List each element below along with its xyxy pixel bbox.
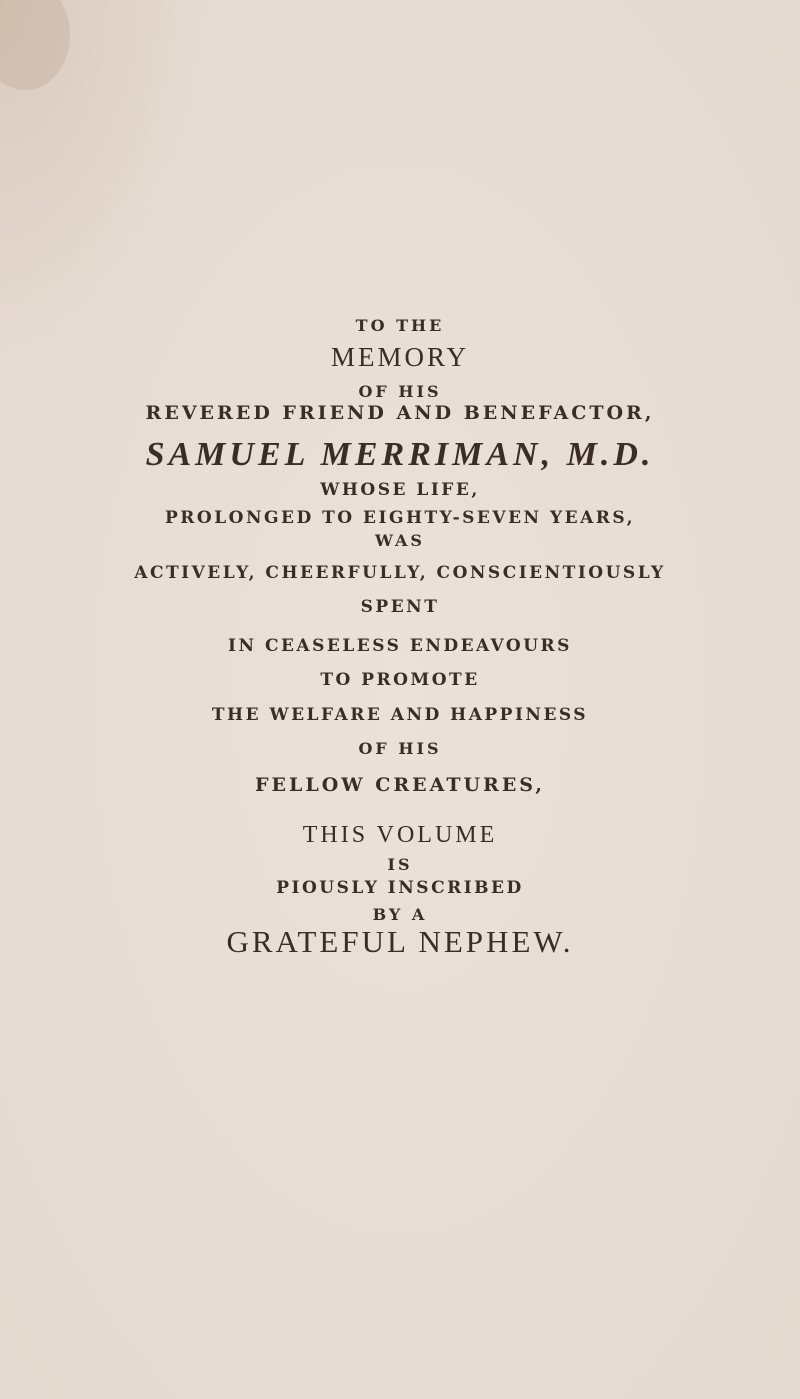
dedication-line-to-the: TO THE: [355, 316, 445, 335]
dedication-line-to-promote: TO PROMOTE: [320, 670, 480, 690]
paper-stain: [0, 0, 70, 90]
dedication-line-whose-life: WHOSE LIFE,: [320, 480, 480, 500]
dedication-line-of-his-2: OF HIS: [358, 739, 442, 758]
dedication-line-is: IS: [387, 855, 413, 874]
dedication-line-revered-friend: REVERED FRIEND AND BENEFACTOR,: [145, 402, 655, 424]
dedication-line-grateful-nephew: GRATEFUL NEPHEW.: [226, 924, 574, 959]
dedication-line-this-volume: THIS VOLUME: [302, 822, 498, 848]
dedication-line-of-his: OF HIS: [358, 382, 442, 401]
dedication-line-prolonged: PROLONGED TO EIGHTY-SEVEN YEARS,: [165, 508, 635, 528]
dedication-line-fellow-creatures: FELLOW CREATURES,: [255, 774, 545, 796]
dedication-line-by-a: BY A: [372, 905, 428, 924]
dedication-line-spent: SPENT: [360, 597, 440, 617]
dedication-line-memory: MEMORY: [330, 342, 470, 372]
dedication-line-welfare: THE WELFARE AND HAPPINESS: [211, 705, 589, 725]
dedication-line-name: SAMUEL MERRIMAN, M.D.: [145, 436, 655, 473]
dedication-line-piously: PIOUSLY INSCRIBED: [276, 878, 524, 898]
dedication-line-was: WAS: [375, 531, 425, 550]
dedication-line-ceaseless: IN CEASELESS ENDEAVOURS: [228, 636, 572, 656]
dedication-line-actively: ACTIVELY, CHEERFULLY, CONSCIENTIOUSLY: [134, 563, 666, 583]
